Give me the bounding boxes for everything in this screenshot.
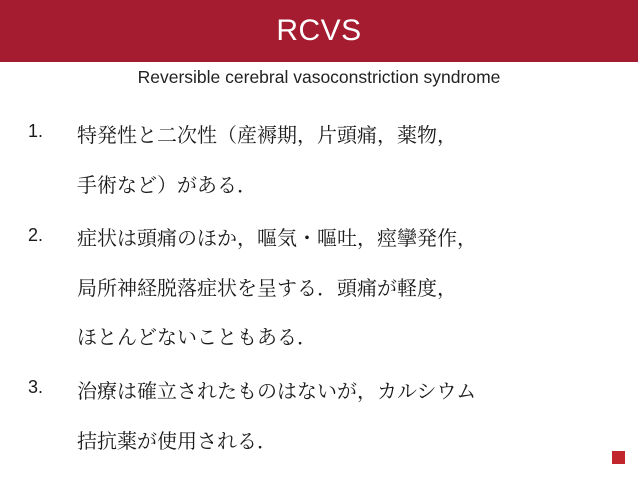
list-item-line: ほとんどないこともある． (77, 325, 317, 349)
list-item-number: 3. (28, 377, 44, 397)
list-item-line: 治療は確立されたものはないが，カルシウム (77, 379, 477, 403)
list-item-line: 症状は頭痛のほか，嘔気・嘔吐，痙攣発作， (77, 226, 477, 250)
list-item-line: 拮抗薬が使用される． (77, 429, 277, 453)
title-bar (0, 0, 638, 62)
list-item-number: 1. (28, 121, 44, 141)
list-item-line: 特発性と二次性（産褥期，片頭痛，薬物， (77, 123, 457, 147)
list-item-line: 手術など）がある． (77, 173, 257, 197)
slide-title: RCVS (276, 14, 362, 47)
corner-marker (612, 451, 625, 464)
list-item-line: 局所神経脱落症状を呈する．頭痛が軽度， (77, 276, 457, 300)
slide-subtitle: Reversible cerebral vasoconstriction syndrome (137, 67, 501, 87)
list-item-number: 2. (28, 225, 44, 245)
